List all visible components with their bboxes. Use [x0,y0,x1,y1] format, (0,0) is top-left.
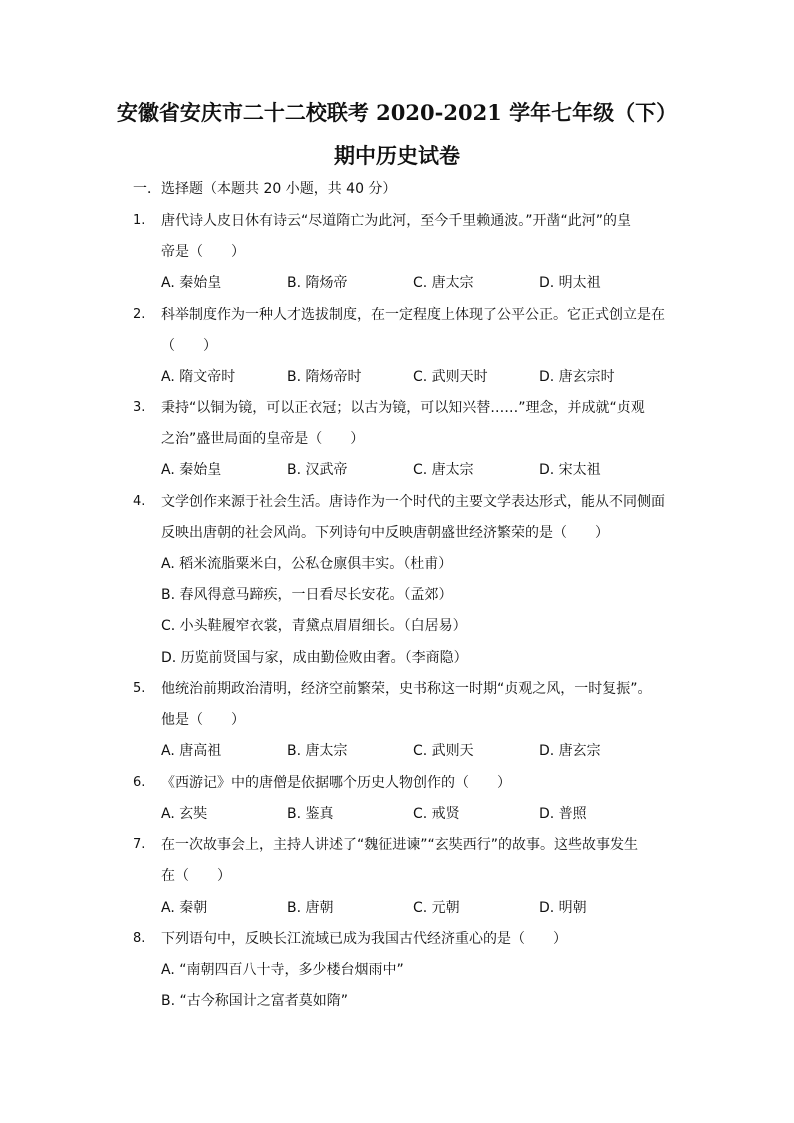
question-text-line: 他统治前期政治清明，经济空前繁荣，史书称这一时期“贞观之风，一时复振”。 [161,681,652,697]
option-a: A. “南朝四百八十寺，多少楼台烟雨中” [161,962,404,978]
option-a: A. 玄奘 [161,806,208,822]
option-b: B. 唐朝 [287,900,334,916]
question-text-line: 科举制度作为一种人才选拔制度，在一定程度上体现了公平公正。它正式创立是在 [161,307,665,323]
option-b: B. 隋炀帝 [287,275,348,291]
option-c: C. 戒贤 [413,806,460,822]
option-a: A. 稻米流脂粟米白，公私仓廪俱丰实。（杜甫） [161,556,453,572]
question-text-line: 之治”盛世局面的皇帝是（ ） [161,431,365,447]
option-d: D. 明朝 [539,900,587,916]
option-d: D. 普照 [539,806,587,822]
option-b: B. 汉武帝 [287,462,348,478]
question-text-line: 在一次故事会上，主持人讲述了“魏征进谏”“玄奘西行”的故事。这些故事发生 [161,837,639,853]
question-number: 3. [133,400,146,415]
section-heading: 一．选择题（本题共 20 小题，共 40 分） [133,181,397,197]
option-b: B. 隋炀帝时 [287,369,362,385]
option-d: D. 宋太祖 [539,462,601,478]
option-a: A. 秦朝 [161,900,208,916]
question-number: 8. [133,931,146,946]
question-number: 4. [133,494,146,509]
question-number: 1. [133,213,146,228]
exam-title-line-2: 期中历史试卷 [334,143,460,168]
question-number: 6. [133,775,146,790]
question-text-line: 唐代诗人皮日休有诗云“尽道隋亡为此河，至今千里赖通波。”开凿“此河”的皇 [161,213,632,229]
question-text-line: 他是（ ） [161,712,245,728]
option-b: B. “古今称国计之富者莫如隋” [161,993,349,1009]
option-b: B. 唐太宗 [287,743,348,759]
exam-title-line-1: 安徽省安庆市二十二校联考 2020-2021 学年七年级（下） [116,100,678,125]
option-d: D. 明太祖 [539,275,601,291]
option-c: C. 元朝 [413,900,460,916]
question-number: 7. [133,837,146,852]
option-d: D. 唐玄宗时 [539,369,615,385]
option-c: C. 武则天时 [413,369,488,385]
option-a: A. 唐高祖 [161,743,222,759]
question-text-line: 反映出唐朝的社会风尚。下列诗句中反映唐朝盛世经济繁荣的是（ ） [161,525,609,541]
option-a: A. 秦始皇 [161,275,222,291]
option-b: B. 春风得意马蹄疾，一日看尽长安花。（孟郊） [161,587,453,603]
question-text-line: （ ） [161,338,217,354]
option-c: C. 小头鞋履窄衣裳，青黛点眉眉细长。（白居易） [161,618,467,634]
option-a: A. 隋文帝时 [161,369,236,385]
option-d: D. 唐玄宗 [539,743,601,759]
question-text-line: 下列语句中，反映长江流域已成为我国古代经济重心的是（ ） [161,931,567,947]
question-text-line: 秉持“以铜为镜，可以正衣冠；以古为镜，可以知兴替……”理念，并成就“贞观 [161,400,645,416]
question-text-line: 文学创作来源于社会生活。唐诗作为一个时代的主要文学表达形式，能从不同侧面 [161,494,665,510]
question-number: 2. [133,307,146,322]
option-c: C. 武则天 [413,743,474,759]
option-d: D. 历览前贤国与家，成由勤俭败由奢。（李商隐） [161,650,468,666]
question-text-line: 《西游记》中的唐僧是依据哪个历史人物创作的（ ） [161,775,511,791]
question-text-line: 帝是（ ） [161,244,245,260]
option-c: C. 唐太宗 [413,275,474,291]
option-c: C. 唐太宗 [413,462,474,478]
question-text-line: 在（ ） [161,868,231,884]
option-a: A. 秦始皇 [161,462,222,478]
option-b: B. 鉴真 [287,806,334,822]
question-number: 5. [133,681,146,696]
